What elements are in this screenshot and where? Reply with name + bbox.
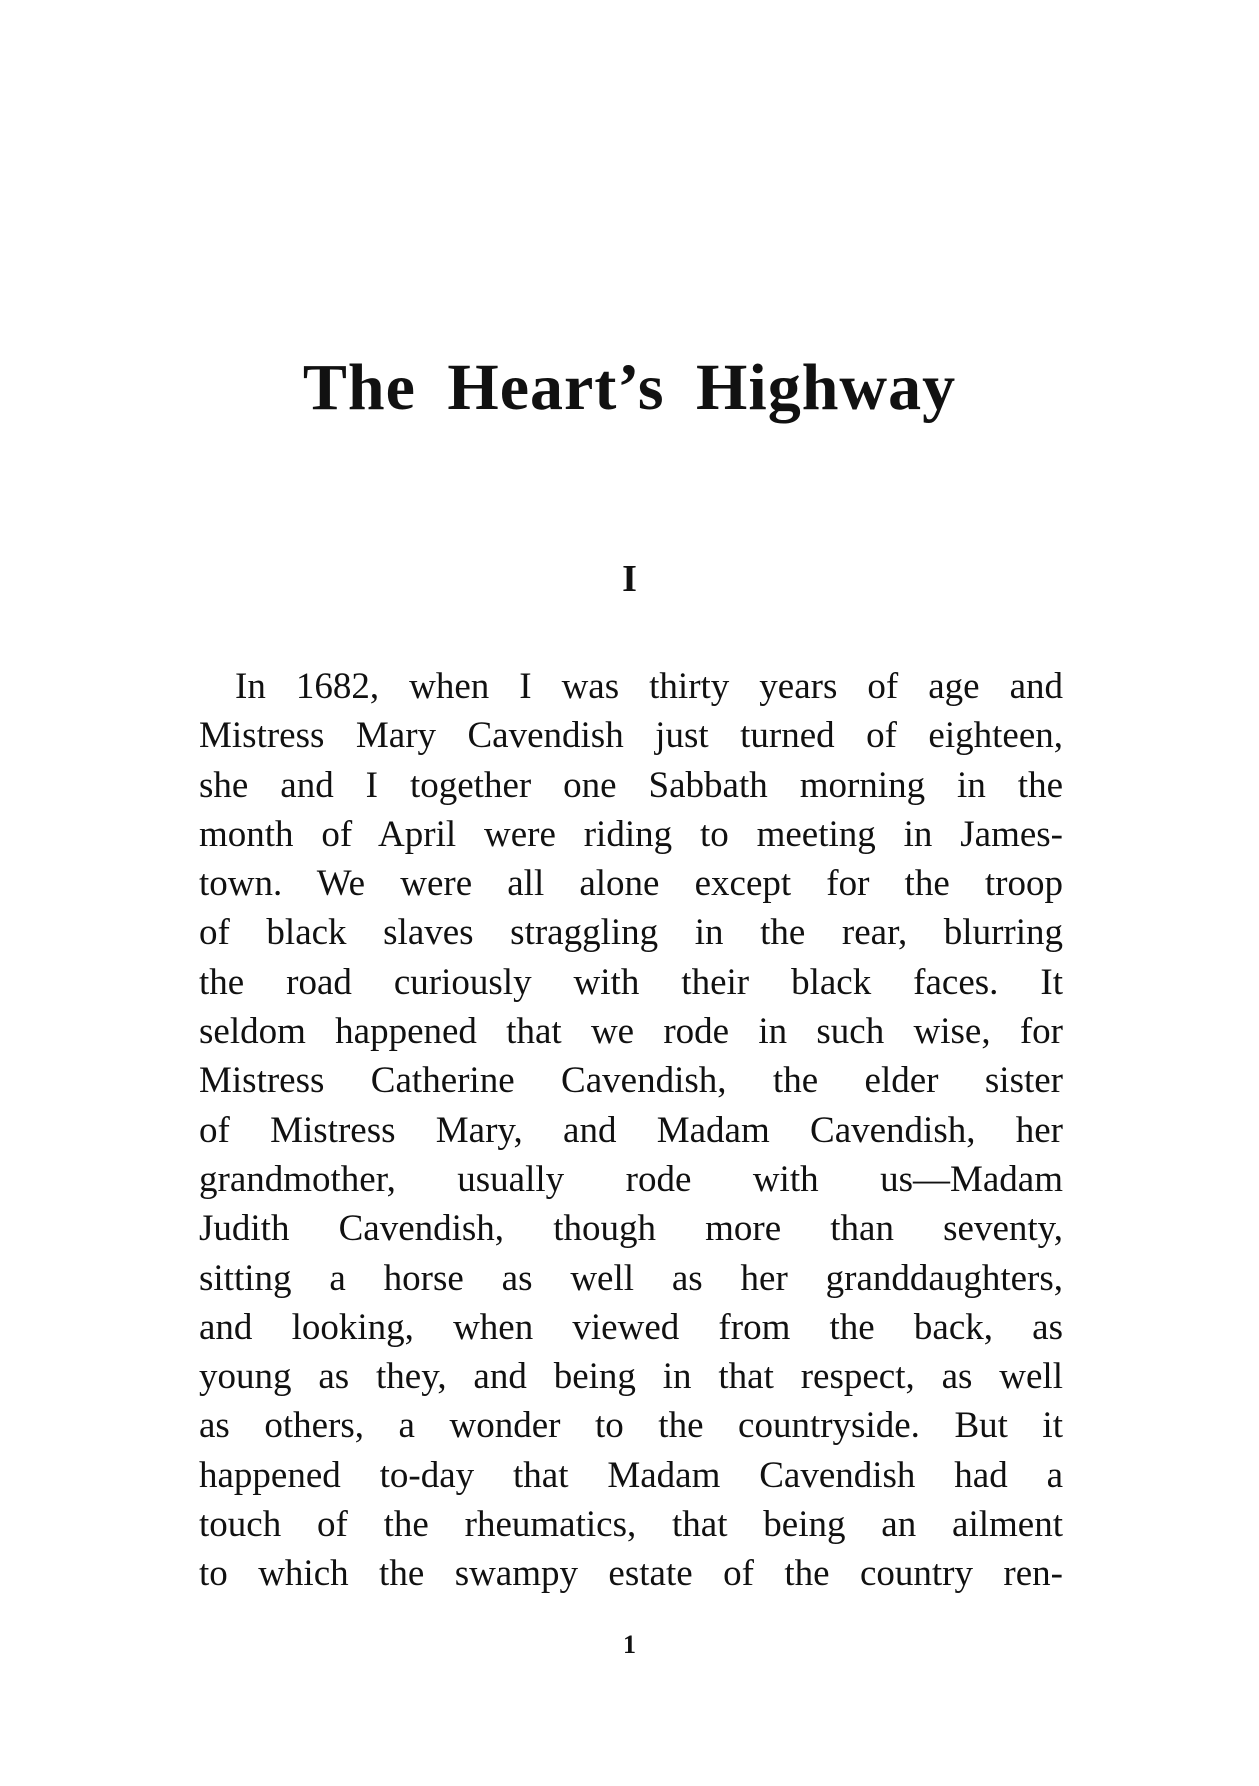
text-line: month of April were riding to meeting in James- (199, 813, 1063, 855)
chapter-number: I (622, 558, 637, 600)
text-line: happened to-day that Madam Cavendish had a (199, 1454, 1063, 1496)
text-line: grandmother, usually rode with us—Madam (199, 1158, 1063, 1200)
book-title: The Heart’s Highway (302, 351, 957, 424)
text-line: the road curiously with their black faces. It (199, 961, 1063, 1003)
text-line: of black slaves straggling in the rear, blurring (199, 912, 1063, 954)
text-line: she and I together one Sabbath morning in the (199, 764, 1063, 806)
text-line: touch of the rheumatics, that being an ailment (199, 1504, 1063, 1546)
text-line: and looking, when viewed from the back, as (199, 1306, 1063, 1348)
text-line: town. We were all alone except for the troop (199, 863, 1063, 905)
text-line: Mistress Mary Cavendish just turned of eighteen, (199, 715, 1063, 757)
text-line: of Mistress Mary, and Madam Cavendish, her (199, 1109, 1063, 1151)
text-line: seldom happened that we rode in such wise, for (199, 1011, 1063, 1053)
text-line: In 1682, when I was thirty years of age and (235, 666, 1063, 707)
text-line: as others, a wonder to the countryside. But it (199, 1405, 1063, 1447)
page-number: 1 (623, 1630, 636, 1659)
body-paragraph (199, 662, 1063, 1599)
text-line: to which the swampy estate of the country ren- (199, 1553, 1063, 1595)
text-line: sitting a horse as well as her granddaughters, (199, 1257, 1063, 1299)
text-line: young as they, and being in that respect, as well (199, 1356, 1063, 1398)
text-line: Judith Cavendish, though more than seventy, (199, 1208, 1063, 1250)
text-line: Mistress Catherine Cavendish, the elder sister (199, 1060, 1063, 1102)
